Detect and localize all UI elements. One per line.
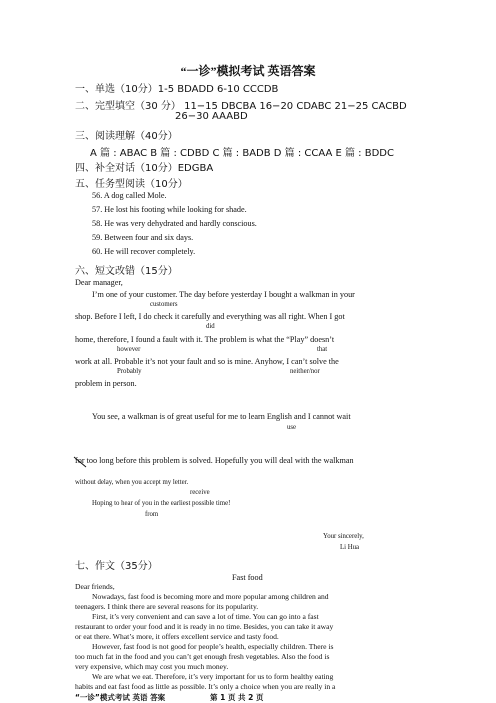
task-answer-58: 58. He was very dehydrated and hardly conscious. [92,219,257,228]
correction-note-4b: neither/nor [290,368,320,375]
section-reading: 三、阅读理解（40分） [75,131,178,142]
footer-page-number: 第 1 页 共 2 页 [210,693,264,702]
section-single-choice: 一、单选（10分）1-5 BDADD 6-10 CCCDB [75,84,279,95]
correction-note-1: customers [150,301,178,308]
correction-line-9: Hoping to hear of you in the earliest possible time! [92,500,231,507]
task-answer-57: 57. He lost his footing while looking for shade. [92,205,247,214]
section-reading-answers: A 篇 : ABAC B 篇 : CDBD C 篇 : BADB D 篇 : CCAA E 篇 : BDDC [90,148,394,159]
correction-signoff: Your sincerely, [323,533,364,540]
section-cloze: 二、完型填空（30 分） 11−15 DBCBA 16−20 CDABC 21−25 CACBD [75,101,407,112]
task-answer-56: 56. A dog called Mole. [92,191,167,200]
essay-title: Fast food [232,573,263,582]
correction-line-1: I’m one of your customer. The day before yesterday I bought a walkman in your [92,290,355,299]
task-answer-60: 60. He will recover completely. [92,247,196,256]
correction-note-9: from [145,511,159,518]
page-title: “一诊”模拟考试 英语答案 [180,64,316,78]
section-dialogue: 四、补全对话（10分）EDGBA [75,163,214,174]
essay-p4-line-1: We are what we eat. Therefore, it’s very important for us to form healthy eating [92,672,334,681]
correction-note-8: receive [190,489,210,496]
correction-signature: Li Hua [340,544,360,551]
essay-p1-line-1: Nowadays, fast food is becoming more and more popular among children and [92,592,329,601]
footer-title: “一诊”模式考试 英语 答案 [75,693,166,702]
correction-line-3: home, therefore, I found a fault with it. The problem is what the “Play” doesn’t [75,335,335,344]
essay-p1-line-2: teenagers. I think there are several reasons for its popularity. [75,602,259,611]
section-cloze-continued: 26−30 AAABD [175,111,248,122]
correction-note-6: use [287,424,297,431]
essay-p3-line-3: very expensive, which may cost you much money. [75,662,229,671]
task-answer-59: 59. Between four and six days. [92,233,194,242]
essay-p2-line-3: or eat there. What’s more, it offers excellent service and tasty food. [75,632,279,641]
section-correction: 六、短文改错（15分） [75,266,178,277]
correction-line-5: problem in person. [75,379,137,388]
essay-p4-line-2: habits and eat fast food as little as possible. It’s only a choice when you are really in a [75,682,336,691]
correction-greeting: Dear manager, [75,278,123,287]
section-task-reading: 五、任务型阅读（10分） [75,179,188,190]
essay-greeting: Dear friends, [75,582,115,591]
correction-line-6: You see, a walkman is of great useful for me to learn English and I cannot wait [92,412,351,421]
correction-line-2: shop. Before I left, I do check it carefully and everything was all right. When I got [75,312,345,321]
essay-p3-line-2: too much fat in the food and you can’t get enough fresh vegetables. Also the food is [75,652,330,661]
correction-note-4a: Probably [117,368,142,375]
essay-p3-line-1: However, fast food is not good for people’s health, especially children. There is [92,642,334,651]
correction-line-7: for too long before this problem is solved. Hopefully you will deal with the walkman [75,456,354,465]
correction-line-4: work at all. Probable it’s not your fault and so is mine. Anyhow, I can’t solve the [75,357,339,366]
correction-note-2: did [206,323,215,330]
section-writing: 七、作文（35分） [75,561,158,572]
essay-p2-line-1: First, it’s very convenient and can save a lot of time. You can go into a fast [92,612,319,621]
correction-note-3b: that [317,346,328,353]
correction-note-3a: however [117,346,141,353]
correction-line-8: without delay, when you accept my letter. [75,479,189,486]
essay-p2-line-2: restaurant to order your food and it is ready in no time. Besides, you can take it away [75,622,334,631]
